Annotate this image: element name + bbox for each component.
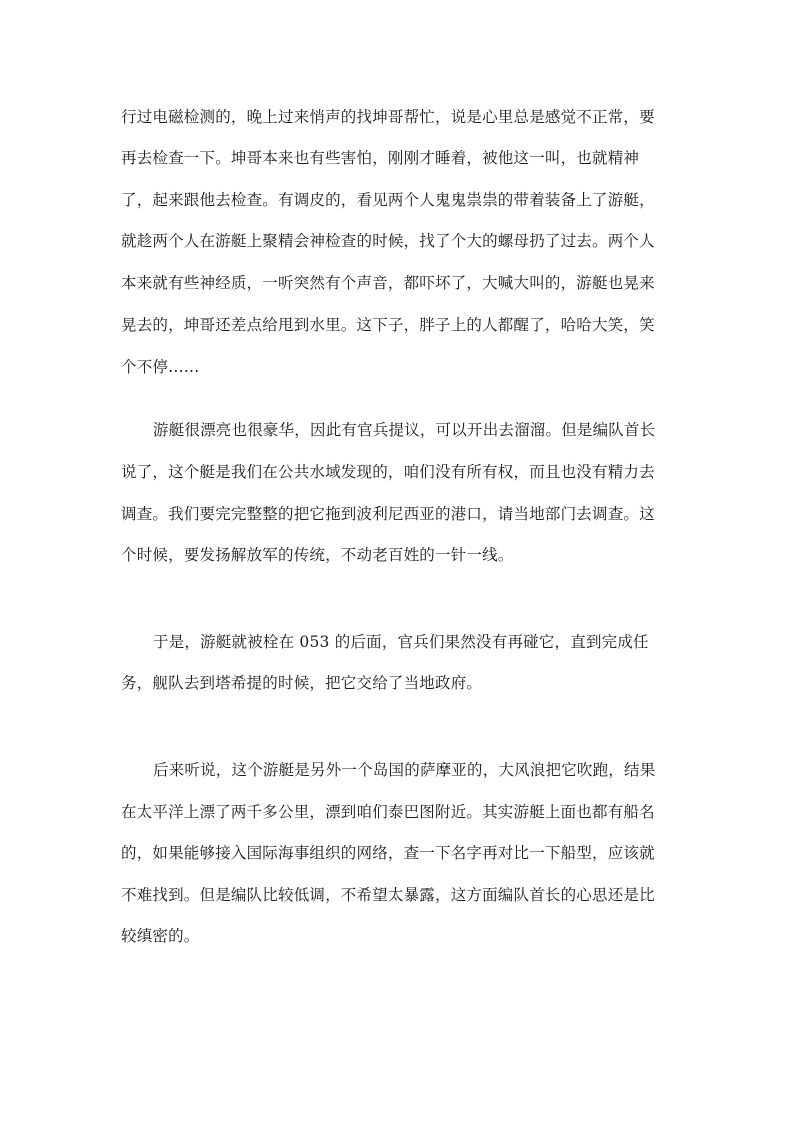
text-line: 说了，这个艇是我们在公共水域发现的，咱们没有所有权，而且也没有精力去 (121, 463, 655, 481)
text-line: 务，舰队去到塔希提的时候，把它交给了当地政府。 (121, 674, 483, 692)
text-line: 于是，游艇就被栓在 053 的后面，官兵们果然没有再碰它，直到完成任 (153, 633, 649, 651)
text-line: 调查。我们要完完整整的把它拖到波利尼西亚的港口，请当地部门去调查。这 (121, 505, 655, 523)
text-line: 个时候，要发扬解放军的传统，不动老百姓的一针一线。 (121, 546, 514, 564)
text-line: 晃去的，坤哥还差点给甩到水里。这下子，胖子上的人都醒了，哈哈大笑，笑 (121, 316, 655, 334)
text-line: 个不停…… (121, 358, 200, 376)
text-line: 再去检查一下。坤哥本来也有些害怕，刚刚才睡着，被他这一叫，也就精神 (121, 149, 640, 167)
text-line: 本来就有些神经质，一听突然有个声音，都吓坏了，大喊大叫的，游艇也晃来 (121, 274, 655, 292)
text-line: 后来听说，这个游艇是另外一个岛国的萨摩亚的，大风浪把它吹跑，结果 (153, 761, 656, 779)
text-line: 就趁两个人在游艇上聚精会神检查的时候，找了个大的螺母扔了过去。两个人 (121, 232, 655, 250)
text-line: 游艇很漂亮也很豪华，因此有官兵提议，可以开出去溜溜。但是编队首长 (153, 421, 656, 439)
text-line: 较缜密的。 (121, 927, 200, 945)
text-line: 了，起来跟他去检查。有调皮的，看见两个人鬼鬼祟祟的带着装备上了游艇， (121, 191, 655, 209)
text-line: 不难找到。但是编队比较低调，不希望太暴露，这方面编队首长的心思还是比 (121, 886, 655, 904)
text-line: 行过电磁检测的，晚上过来悄声的找坤哥帮忙，说是心里总是感觉不正常，要 (121, 108, 655, 126)
text-line: 在太平洋上漂了两千多公里，漂到咱们泰巴图附近。其实游艇上面也都有船名 (121, 803, 655, 821)
text-line: 的，如果能够接入国际海事组织的网络，查一下名字再对比一下船型，应该就 (121, 844, 655, 862)
